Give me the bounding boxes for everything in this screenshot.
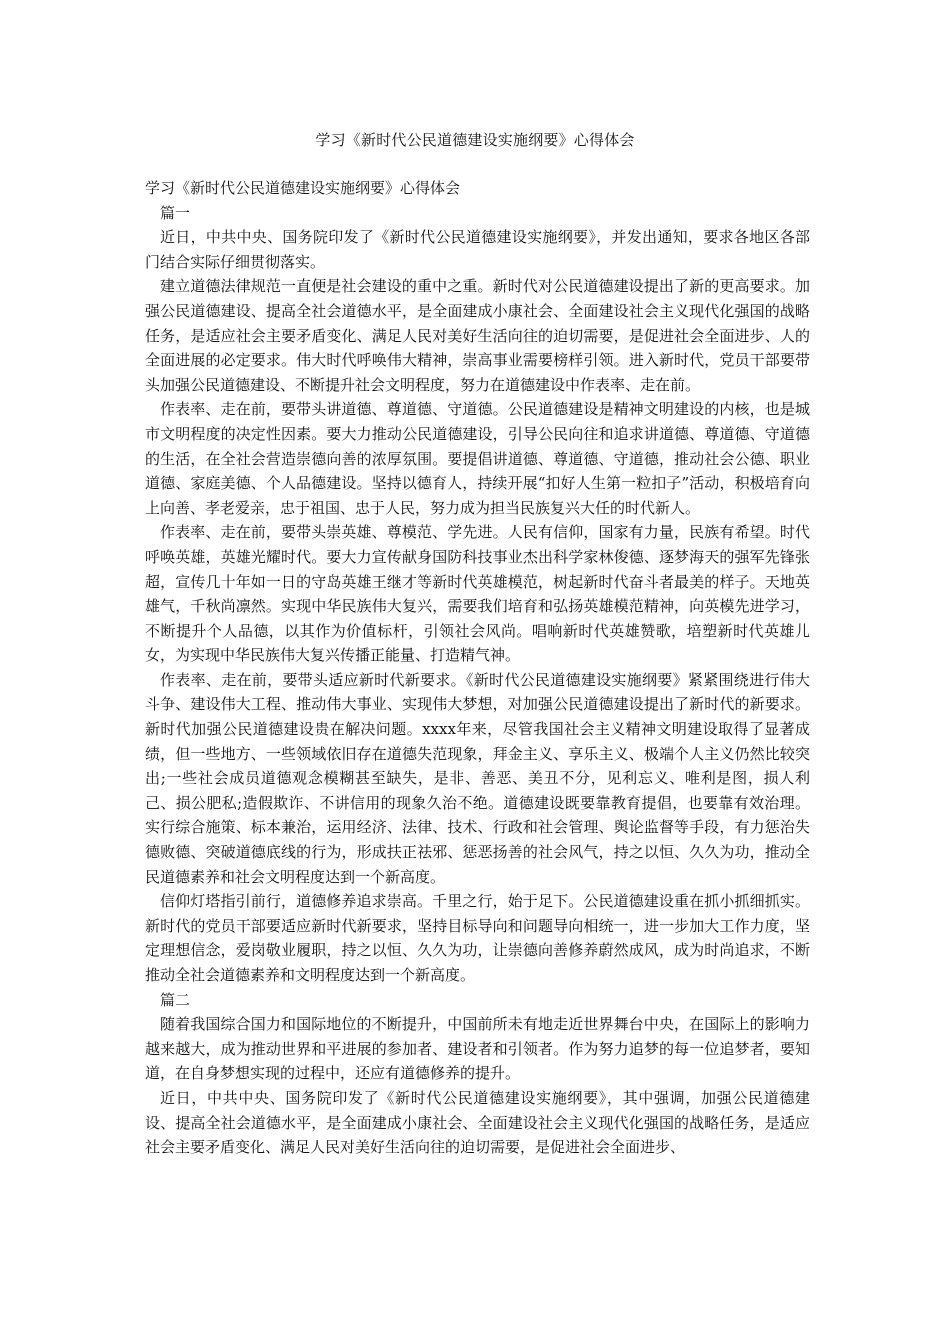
paragraph: 随着我国综合国力和国际地位的不断提升，中国前所未有地走近世界舞台中央，在国际上的影响力越来越大，成为推动世界和平进展的参加者、建设者和引领者。作为努力追梦的每一位追梦者，要知道，在自身梦想实现的过程中，还应有道德修养的提升。	[145, 1015, 810, 1083]
paragraph: 作表率、走在前，要带头崇英雄、尊模范、学先进。人民有信仰，国家有力量，民族有希望。时代呼唤英雄，英雄光耀时代。要大力宣传献身国防科技事业杰出科学家林俊德、逐梦海天的强军先锋张超，宣传几十年如一日的守岛英雄王继才等新时代英雄模范，树起新时代奋斗者最美的样子。天地英雄气，千秋尚凛然。实现中华民族伟大复兴，需要我们培育和弘扬英雄模范精神，向英模先进学习，不断提升个人品德，以其作为价值标杆，引领社会风尚。唱响新时代英雄赞歌，培塑新时代英雄儿女，为实现中华民族伟大复兴传播正能量、打造精气神。	[145, 523, 810, 665]
document-title: 学习《新时代公民道德建设实施纲要》心得体会	[315, 131, 635, 149]
section-heading-1: 篇一	[160, 203, 191, 222]
document-body	[145, 176, 810, 1160]
paragraph: 作表率、走在前，要带头适应新时代新要求。《新时代公民道德建设实施纲要》紧紧围绕进行伟大斗争、建设伟大工程、推动伟大事业、实现伟大梦想，对加强公民道德建设提出了新时代的新要求。新时代加强公民道德建设贵在解决问题。xxxx年来，尽管我国社会主义精神文明建设取得了显著成绩，但一些地方、一些领域依旧存在道德失范现象，拜金主义、享乐主义、极端个人主义仍然比较突出;一些社会成员道德观念模糊甚至缺失，是非、善恶、美丑不分，见利忘义、唯利是图，损人利己、损公肥私;造假欺诈、不讲信用的现象久治不绝。道德建设既要靠教育提倡，也要靠有效治理。实行综合施策、标本兼治，运用经济、法律、技术、行政和社会管理、舆论监督等手段，有力惩治失德败德、突破道德底线的行为，形成扶正祛邪、惩恶扬善的社会风气，持之以恒、久久为功，推动全民道德素养和社会文明程度达到一个新高度。	[145, 670, 810, 886]
document-subtitle: 学习《新时代公民道德建设实施纲要》心得体会	[145, 179, 461, 197]
section-heading-2: 篇二	[160, 990, 191, 1009]
paragraph: 作表率、走在前，要带头讲道德、尊道德、守道德。公民道德建设是精神文明建设的内核，也是城市文明程度的决定性因素。要大力推动公民道德建设，引导公民向往和追求讲道德、尊道德、守道德的生活，在全社会营造崇德向善的浓厚氛围。要提倡讲道德、尊道德、守道德，推动社会公德、职业道德、家庭美德、个人品德建设。坚持以德育人，持续开展“扣好人生第一粒扣子”活动，积极培育向上向善、孝老爱亲，忠于祖国、忠于人民，努力成为担当民族复兴大任的时代新人。	[145, 400, 810, 517]
paragraph: 近日，中共中央、国务院印发了《新时代公民道德建设实施纲要》，并发出通知，要求各地区各部门结合实际仔细贯彻落实。	[145, 228, 810, 271]
paragraph: 近日，中共中央、国务院印发了《新时代公民道德建设实施纲要》，其中强调，加强公民道德建设、提高全社会道德水平，是全面建成小康社会、全面建设社会主义现代化强国的战略任务，是适应社会主要矛盾变化、满足人民对美好生活向往的迫切需要，是促进社会全面进步、	[145, 1088, 810, 1157]
paragraph: 信仰灯塔指引前行，道德修养追求崇高。千里之行，始于足下。公民道德建设重在抓小抓细抓实。新时代的党员干部要适应新时代新要求，坚持目标导向和问题导向相统一，进一步加大工作力度，坚定理想信念，爱岗敬业履职，持之以恒、久久为功，让崇德向善修养蔚然成风，成为时尚追求，不断推动全社会道德素养和文明程度达到一个新高度。	[145, 892, 810, 984]
paragraph: 建立道德法律规范一直便是社会建设的重中之重。新时代对公民道德建设提出了新的更高要求。加强公民道德建设、提高全社会道德水平，是全面建成小康社会、全面建设社会主义现代化强国的战略任务，是适应社会主要矛盾变化、满足人民对美好生活向往的迫切需要，是促进社会全面进步、人的全面进展的必定要求。伟大时代呼唤伟大精神，崇高事业需要榜样引领。进入新时代，党员干部要带头加强公民道德建设、不断提升社会文明程度，努力在道德建设中作表率、走在前。	[145, 277, 810, 394]
